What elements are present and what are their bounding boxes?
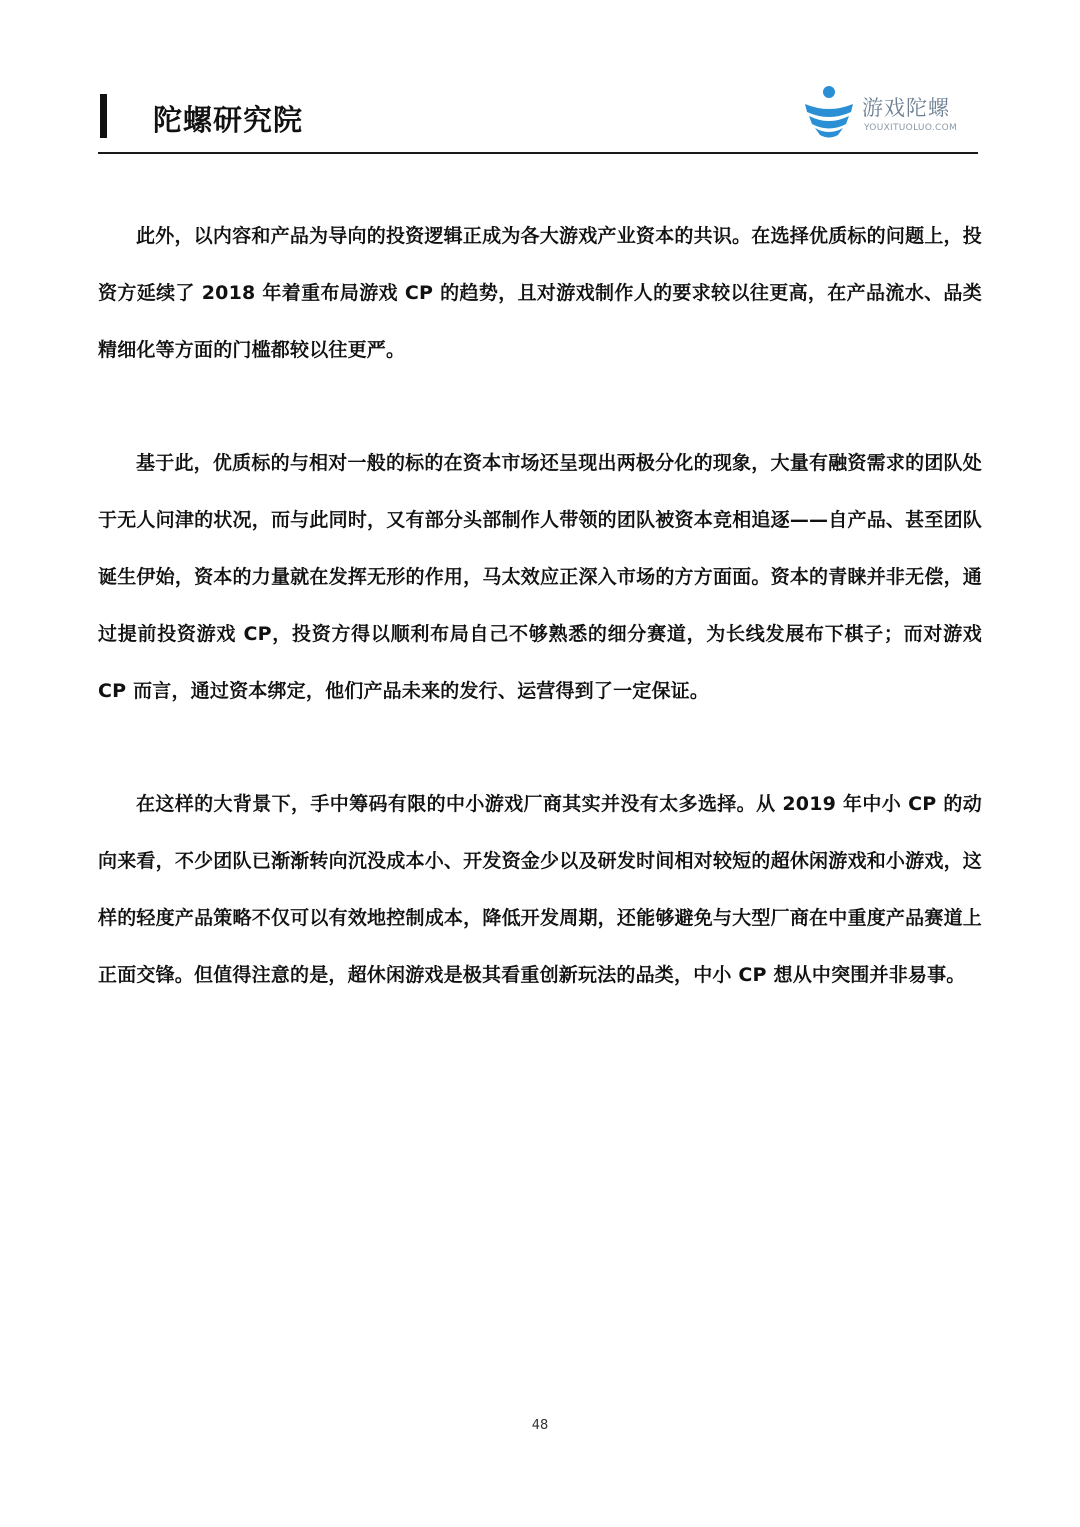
paragraph-1: 此外，以内容和产品为导向的投资逻辑正成为各大游戏产业资本的共识。在选择优质标的问题上，投资方延续了 2018 年着重布局游戏 CP 的趋势，且对游戏制作人的要求较以往更高，在产品流水、品类精细化等方面的门槛都较以往更严。	[98, 225, 982, 361]
spinning-top-logo-icon	[802, 84, 856, 140]
article-body	[98, 208, 982, 1060]
logo-url: YOUXITUOLUO.COM	[864, 123, 958, 133]
header-title: 陀螺研究院	[153, 103, 304, 137]
paragraph-3: 在这样的大背景下，手中筹码有限的中小游戏厂商其实并没有太多选择。从 2019 年中小 CP 的动向来看，不少团队已渐渐转向沉没成本小、开发资金少以及研发时间相对较短的超休闲游戏和小游戏，这样的轻度产品策略不仅可以有效地控制成本，降低开发周期，还能够避免与大型厂商在中重度产品赛道上正面交锋。但值得注意的是，超休闲游戏是极其看重创新玩法的品类，中小 CP 想从中突围并非易事。	[98, 793, 982, 986]
page-header	[98, 80, 978, 154]
paragraph-2: 基于此，优质标的与相对一般的标的在资本市场还呈现出两极分化的现象，大量有融资需求的团队处于无人问津的状况，而与此同时，又有部分头部制作人带领的团队被资本竞相追逐——自产品、甚至团队诞生伊始，资本的力量就在发挥无形的作用，马太效应正深入市场的方方面面。资本的青睐并非无偿，通过提前投资游戏 CP，投资方得以顺利布局自己不够熟悉的细分赛道，为长线发展布下棋子；而对游戏 CP 而言，通过资本绑定，他们产品未来的发行、运营得到了一定保证。	[98, 452, 982, 702]
header-accent-bar	[100, 94, 107, 138]
brand-logo	[802, 82, 972, 142]
page-number: 48	[531, 1418, 549, 1433]
logo-name: 游戏陀螺	[862, 96, 950, 120]
